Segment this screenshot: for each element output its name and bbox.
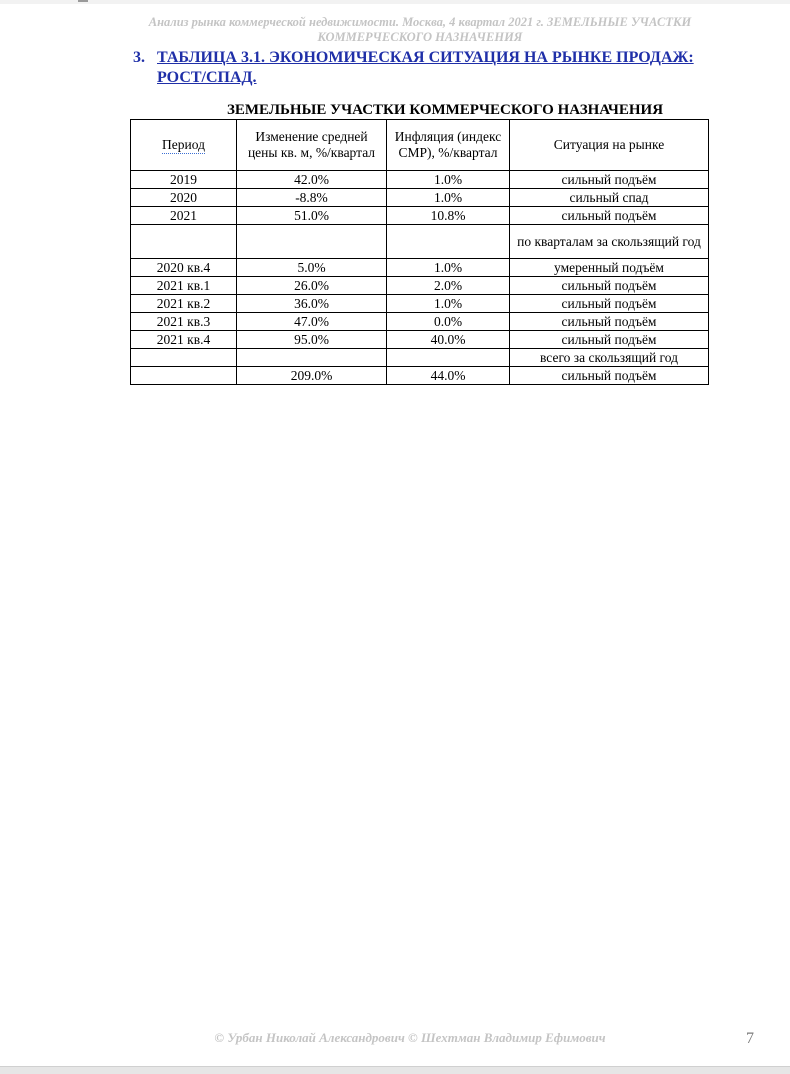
cell-price-change: 36.0% [237, 295, 387, 313]
table-row [131, 171, 709, 189]
cell-period: 2021 кв.4 [131, 331, 237, 349]
cell-inflation: 2.0% [387, 277, 510, 295]
cell-inflation: 0.0% [387, 313, 510, 331]
cell-inflation [387, 225, 510, 259]
cell-period: 2021 кв.1 [131, 277, 237, 295]
cell-inflation [387, 349, 510, 367]
cell-price-change: 209.0% [237, 367, 387, 385]
cell-inflation: 44.0% [387, 367, 510, 385]
cell-price-change: 42.0% [237, 171, 387, 189]
cell-price-change [237, 349, 387, 367]
cell-period: 2019 [131, 171, 237, 189]
page-number: 7 [746, 1030, 754, 1047]
table-row [131, 313, 709, 331]
cell-price-change [237, 225, 387, 259]
running-header-line-2: КОММЕРЧЕСКОГО НАЗНАЧЕНИЯ [317, 30, 523, 44]
header-situation: Ситуация на рынке [510, 120, 709, 171]
cell-situation: сильный подъём [510, 367, 709, 385]
cell-inflation: 1.0% [387, 295, 510, 313]
table-row [131, 189, 709, 207]
cell-period [131, 225, 237, 259]
cell-period: 2021 кв.2 [131, 295, 237, 313]
cell-situation: сильный подъём [510, 171, 709, 189]
cell-period: 2020 [131, 189, 237, 207]
cell-price-change: 95.0% [237, 331, 387, 349]
market-situation-table [130, 119, 709, 385]
cell-inflation: 40.0% [387, 331, 510, 349]
header-inflation: Инфляция (индекс СМР), %/квартал [387, 120, 510, 171]
cell-price-change: 47.0% [237, 313, 387, 331]
table-row [131, 367, 709, 385]
cell-price-change: 5.0% [237, 259, 387, 277]
cell-inflation: 1.0% [387, 259, 510, 277]
cell-situation: умеренный подъём [510, 259, 709, 277]
table-caption: ЗЕМЕЛЬНЫЕ УЧАСТКИ КОММЕРЧЕСКОГО НАЗНАЧЕНИЯ [226, 102, 664, 118]
cell-period: 2021 кв.3 [131, 313, 237, 331]
cell-price-change: -8.8% [237, 189, 387, 207]
cell-inflation: 10.8% [387, 207, 510, 225]
table-row [131, 277, 709, 295]
table-row [131, 225, 709, 259]
cell-situation: сильный спад [510, 189, 709, 207]
running-header-line-1: Анализ рынка коммерческой недвижимости. Москва, 4 квартал 2021 г. ЗЕМЕЛЬНЫЕ УЧАСТКИ [148, 15, 692, 29]
table-row [131, 349, 709, 367]
cell-situation: сильный подъём [510, 313, 709, 331]
section-title-link[interactable]: ТАБЛИЦА 3.1. ЭКОНОМИЧЕСКАЯ СИТУАЦИЯ НА РЫНКЕ ПРОДАЖ: РОСТ/СПАД. [157, 49, 694, 86]
running-header [110, 15, 730, 45]
cell-situation: всего за скользящий год [510, 349, 709, 367]
cell-period: 2021 [131, 207, 237, 225]
footer-authors: © Урбан Николай Александрович © Шехтман Владимир Ефимович [214, 1030, 606, 1045]
table-row [131, 259, 709, 277]
cell-period [131, 349, 237, 367]
header-period: Период [131, 120, 237, 171]
header-price-change: Изменение средней цены кв. м, %/квартал [237, 120, 387, 171]
cell-price-change: 51.0% [237, 207, 387, 225]
cell-situation: сильный подъём [510, 295, 709, 313]
page-corner-mark [78, 0, 88, 2]
cell-situation: по кварталам за скользящий год [510, 225, 709, 259]
cell-price-change: 26.0% [237, 277, 387, 295]
cell-situation: сильный подъём [510, 277, 709, 295]
cell-period [131, 367, 237, 385]
table-header-row [131, 120, 709, 171]
section-number: 3. [133, 49, 145, 66]
page-top-edge [0, 0, 790, 4]
table-row [131, 295, 709, 313]
cell-inflation: 1.0% [387, 189, 510, 207]
table-body [131, 171, 709, 385]
cell-situation: сильный подъём [510, 207, 709, 225]
table-row [131, 331, 709, 349]
cell-inflation: 1.0% [387, 171, 510, 189]
table-row [131, 207, 709, 225]
cell-period: 2020 кв.4 [131, 259, 237, 277]
cell-situation: сильный подъём [510, 331, 709, 349]
